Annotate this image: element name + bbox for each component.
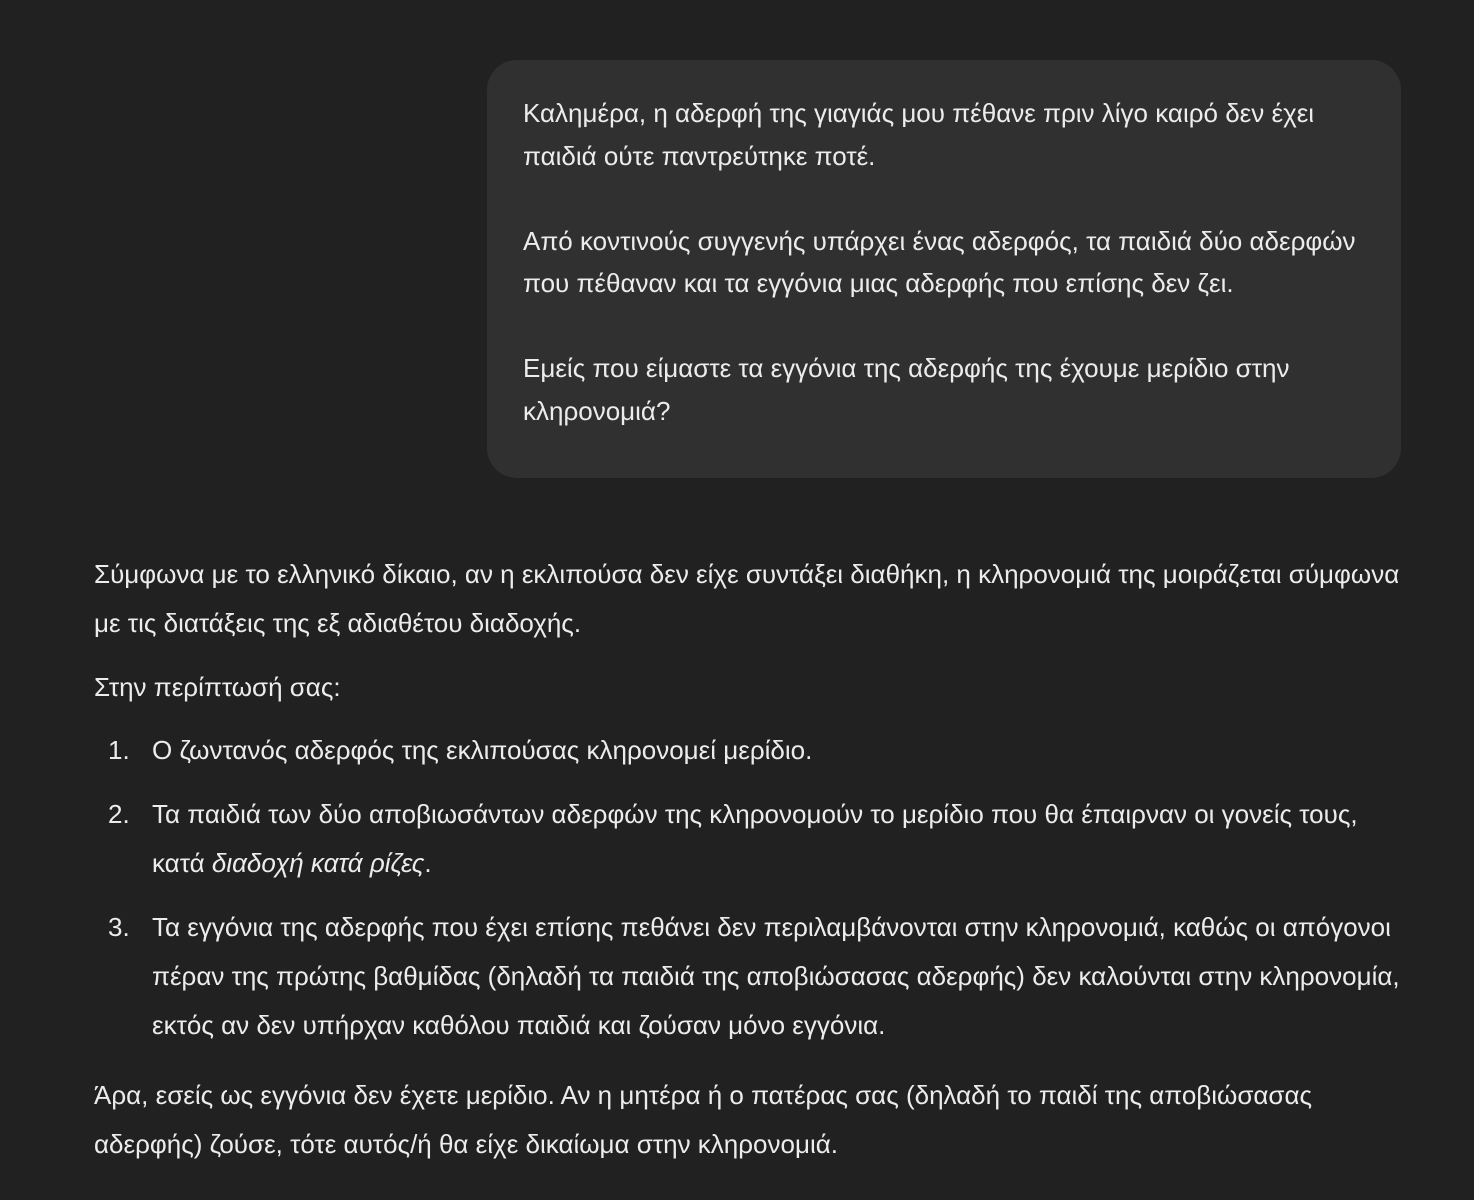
list-item-number: 3. — [108, 912, 130, 942]
list-item-number: 2. — [108, 799, 130, 829]
user-message-bubble — [487, 60, 1401, 478]
assistant-message — [94, 550, 1414, 1169]
list-item-text: Ο ζωντανός αδερφός της εκλιπούσας κληρονομεί μερίδιο. — [152, 735, 813, 765]
assistant-numbered-list — [94, 726, 1414, 1050]
list-item — [94, 790, 1414, 888]
list-item-text: Τα εγγόνια της αδερφής που έχει επίσης πεθάνει δεν περιλαμβάνονται στην κληρονομιά, καθώς οι απόγονοι πέραν της πρώτης βαθμίδας (δηλαδή τα παιδιά της αποβιώσασας αδερφής) δεν καλούνται στην κληρονομία, εκτός αν δεν υπήρχαν καθόλου παιδιά και ζούσαν μόνο εγγόνια. — [152, 912, 1400, 1040]
list-item — [94, 903, 1414, 1050]
assistant-intro-paragraph: Σύμφωνα με το ελληνικό δίκαιο, αν η εκλιπούσα δεν είχε συντάξει διαθήκη, η κληρονομιά της μοιράζεται σύμφωνα με τις διατάξεις της εξ αδιαθέτου διαδοχής. — [94, 559, 1400, 638]
user-message-paragraph: Από κοντινούς συγγενής υπάρχει ένας αδερφός, τα παιδιά δύο αδερφών που πέθαναν και τα εγγόνια μιας αδερφής που επίσης δεν ζει. — [523, 225, 1356, 298]
list-item-emphasis: διαδοχή κατά ρίζες — [211, 848, 425, 878]
list-item-text: Τα παιδιά των δύο αποβιωσάντων αδερφών της κληρονομούν το μερίδιο που θα έπαιρναν οι γονείς τους, κατά — [152, 799, 1358, 878]
list-item-text-end: . — [424, 848, 432, 878]
list-item — [94, 726, 1414, 775]
assistant-conclusion-paragraph: Άρα, εσείς ως εγγόνια δεν έχετε μερίδιο. Αν η μητέρα ή ο πατέρας σας (δηλαδή το παιδί της αποβιώσασας αδερφής) ζούσε, τότε αυτός/ή θα είχε δικαίωμα στην κληρονομιά. — [94, 1080, 1313, 1159]
user-message-paragraph: Καλημέρα, η αδερφή της γιαγιάς μου πέθανε πριν λίγο καιρό δεν έχει παιδιά ούτε παντρεύτηκε ποτέ. — [523, 98, 1315, 171]
assistant-case-heading: Στην περίπτωσή σας: — [94, 672, 341, 702]
user-message-paragraph: Εμείς που είμαστε τα εγγόνια της αδερφής της έχουμε μερίδιο στην κληρονομιά? — [523, 353, 1290, 426]
list-item-number: 1. — [108, 735, 130, 765]
